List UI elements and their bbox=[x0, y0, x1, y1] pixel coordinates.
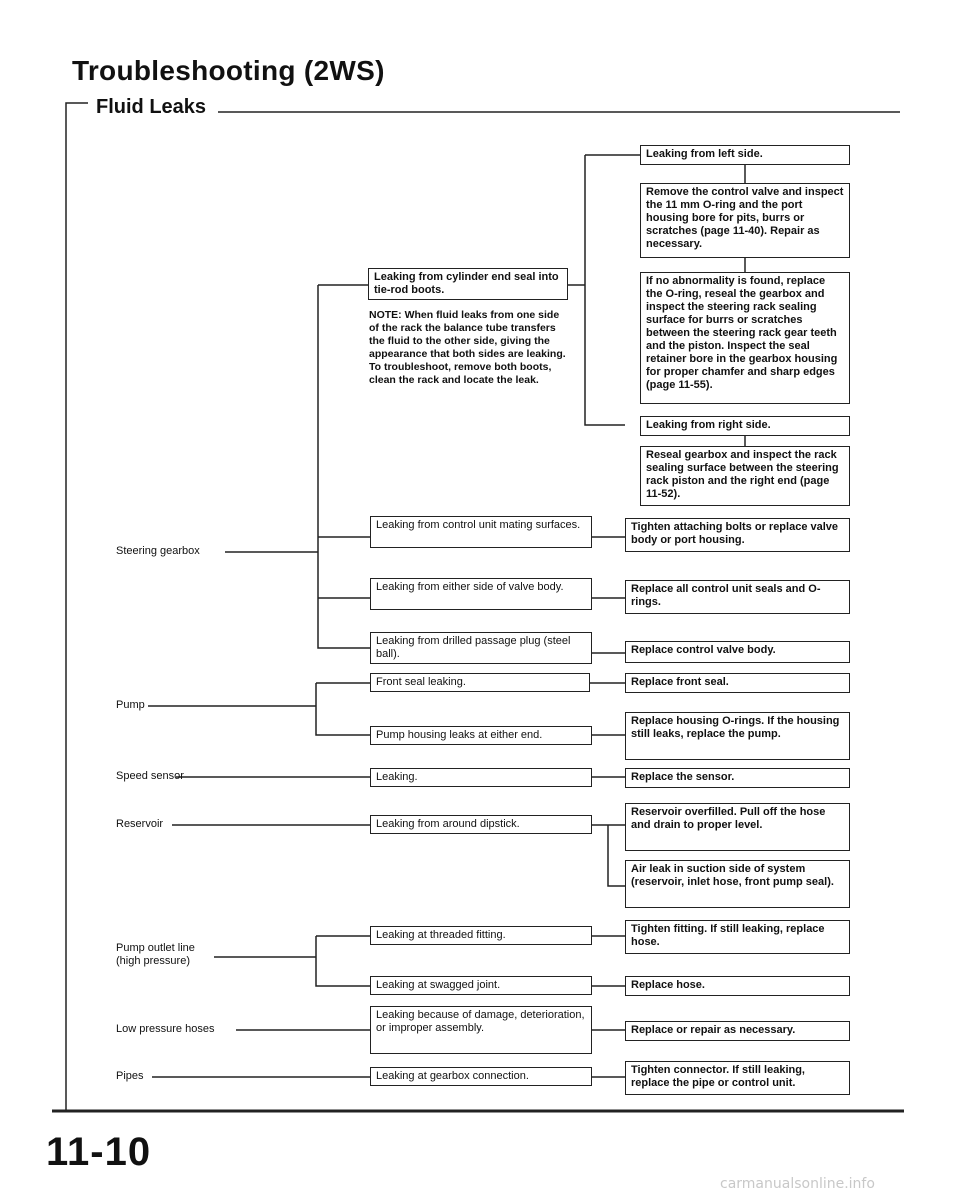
remedy-replace-seals: Replace all control unit seals and O-rings. bbox=[625, 580, 850, 614]
category-low-pressure-hoses: Low pressure hoses bbox=[116, 1023, 215, 1035]
page-number: 11-10 bbox=[46, 1130, 152, 1174]
remedy-tighten-connector: Tighten connector. If still leaking, replace the pipe or control unit. bbox=[625, 1061, 850, 1095]
remedy-replace-sensor: Replace the sensor. bbox=[625, 768, 850, 788]
cause-front-seal: Front seal leaking. bbox=[370, 673, 590, 692]
remedy-replace-front-seal: Replace front seal. bbox=[625, 673, 850, 693]
remedy-replace-hose: Replace hose. bbox=[625, 976, 850, 996]
cause-either-side-valve: Leaking from either side of valve body. bbox=[370, 578, 592, 610]
remedy-reservoir-overfilled: Reservoir overfilled. Pull off the hose and drain to proper level. bbox=[625, 803, 850, 851]
category-speed-sensor: Speed sensor bbox=[116, 770, 184, 782]
cause-speed-sensor-leak: Leaking. bbox=[370, 768, 592, 787]
remedy-tighten-bolts: Tighten attaching bolts or replace valve body or port housing. bbox=[625, 518, 850, 552]
remedy-replace-valve-body: Replace control valve body. bbox=[625, 641, 850, 663]
category-steering-gearbox: Steering gearbox bbox=[116, 545, 200, 557]
category-pump: Pump bbox=[116, 699, 145, 711]
remedy-remove-control-valve: Remove the control valve and inspect the 11 mm O-ring and the port housing bore for pits, burrs or scratches (page 11-40). Repair as necessary. bbox=[640, 183, 850, 258]
cause-cylinder-end-seal: Leaking from cylinder end seal into tie-rod boots. bbox=[368, 268, 568, 300]
remedy-tighten-fitting: Tighten fitting. If still leaking, replace hose. bbox=[625, 920, 850, 954]
remedy-replace-or-repair: Replace or repair as necessary. bbox=[625, 1021, 850, 1041]
cause-pump-housing: Pump housing leaks at either end. bbox=[370, 726, 592, 745]
remedy-air-leak: Air leak in suction side of system (reservoir, inlet hose, front pump seal). bbox=[625, 860, 850, 908]
page-title: Troubleshooting (2WS) bbox=[72, 55, 385, 86]
cause-swagged-joint: Leaking at swagged joint. bbox=[370, 976, 592, 995]
category-pump-outlet-line: Pump outlet line (high pressure) bbox=[116, 942, 195, 967]
category-reservoir: Reservoir bbox=[116, 818, 164, 830]
category-pipes: Pipes bbox=[116, 1070, 144, 1082]
section-subtitle: Fluid Leaks bbox=[96, 96, 207, 118]
cause-damage: Leaking because of damage, deterioration, or improper assembly. bbox=[370, 1006, 592, 1054]
cause-around-dipstick: Leaking from around dipstick. bbox=[370, 815, 592, 834]
remedy-right-side: Leaking from right side. bbox=[640, 416, 850, 436]
cause-control-unit-mating: Leaking from control unit mating surfaces. bbox=[370, 516, 592, 548]
remedy-replace-housing-orings: Replace housing O-rings. If the housing still leaks, replace the pump. bbox=[625, 712, 850, 760]
cause-gearbox-connection: Leaking at gearbox connection. bbox=[370, 1067, 592, 1086]
remedy-no-abnormality: If no abnormality is found, replace the O-ring, reseal the gearbox and inspect the steering rack sealing surface for burrs or scratches between the steering rack gear teeth and the piston. Inspect the seal retainer bore in the gearbox housing for proper chamfer and sharp edges (page 11-55). bbox=[640, 272, 850, 404]
cause-threaded-fitting: Leaking at threaded fitting. bbox=[370, 926, 592, 945]
remedy-reseal-gearbox: Reseal gearbox and inspect the rack sealing surface between the steering rack piston and the right end (page 11-52). bbox=[640, 446, 850, 506]
footer-watermark: carmanualsonline.info bbox=[720, 1176, 875, 1192]
note-balance-tube: NOTE: When fluid leaks from one side of the rack the balance tube transfers the fluid to the other side, giving the appearance that both sides are leaking. To troubleshoot, remove both boots, clean the rack and locate the leak. bbox=[369, 309, 566, 386]
remedy-left-side: Leaking from left side. bbox=[640, 145, 850, 165]
cause-drilled-passage: Leaking from drilled passage plug (steel ball). bbox=[370, 632, 592, 664]
